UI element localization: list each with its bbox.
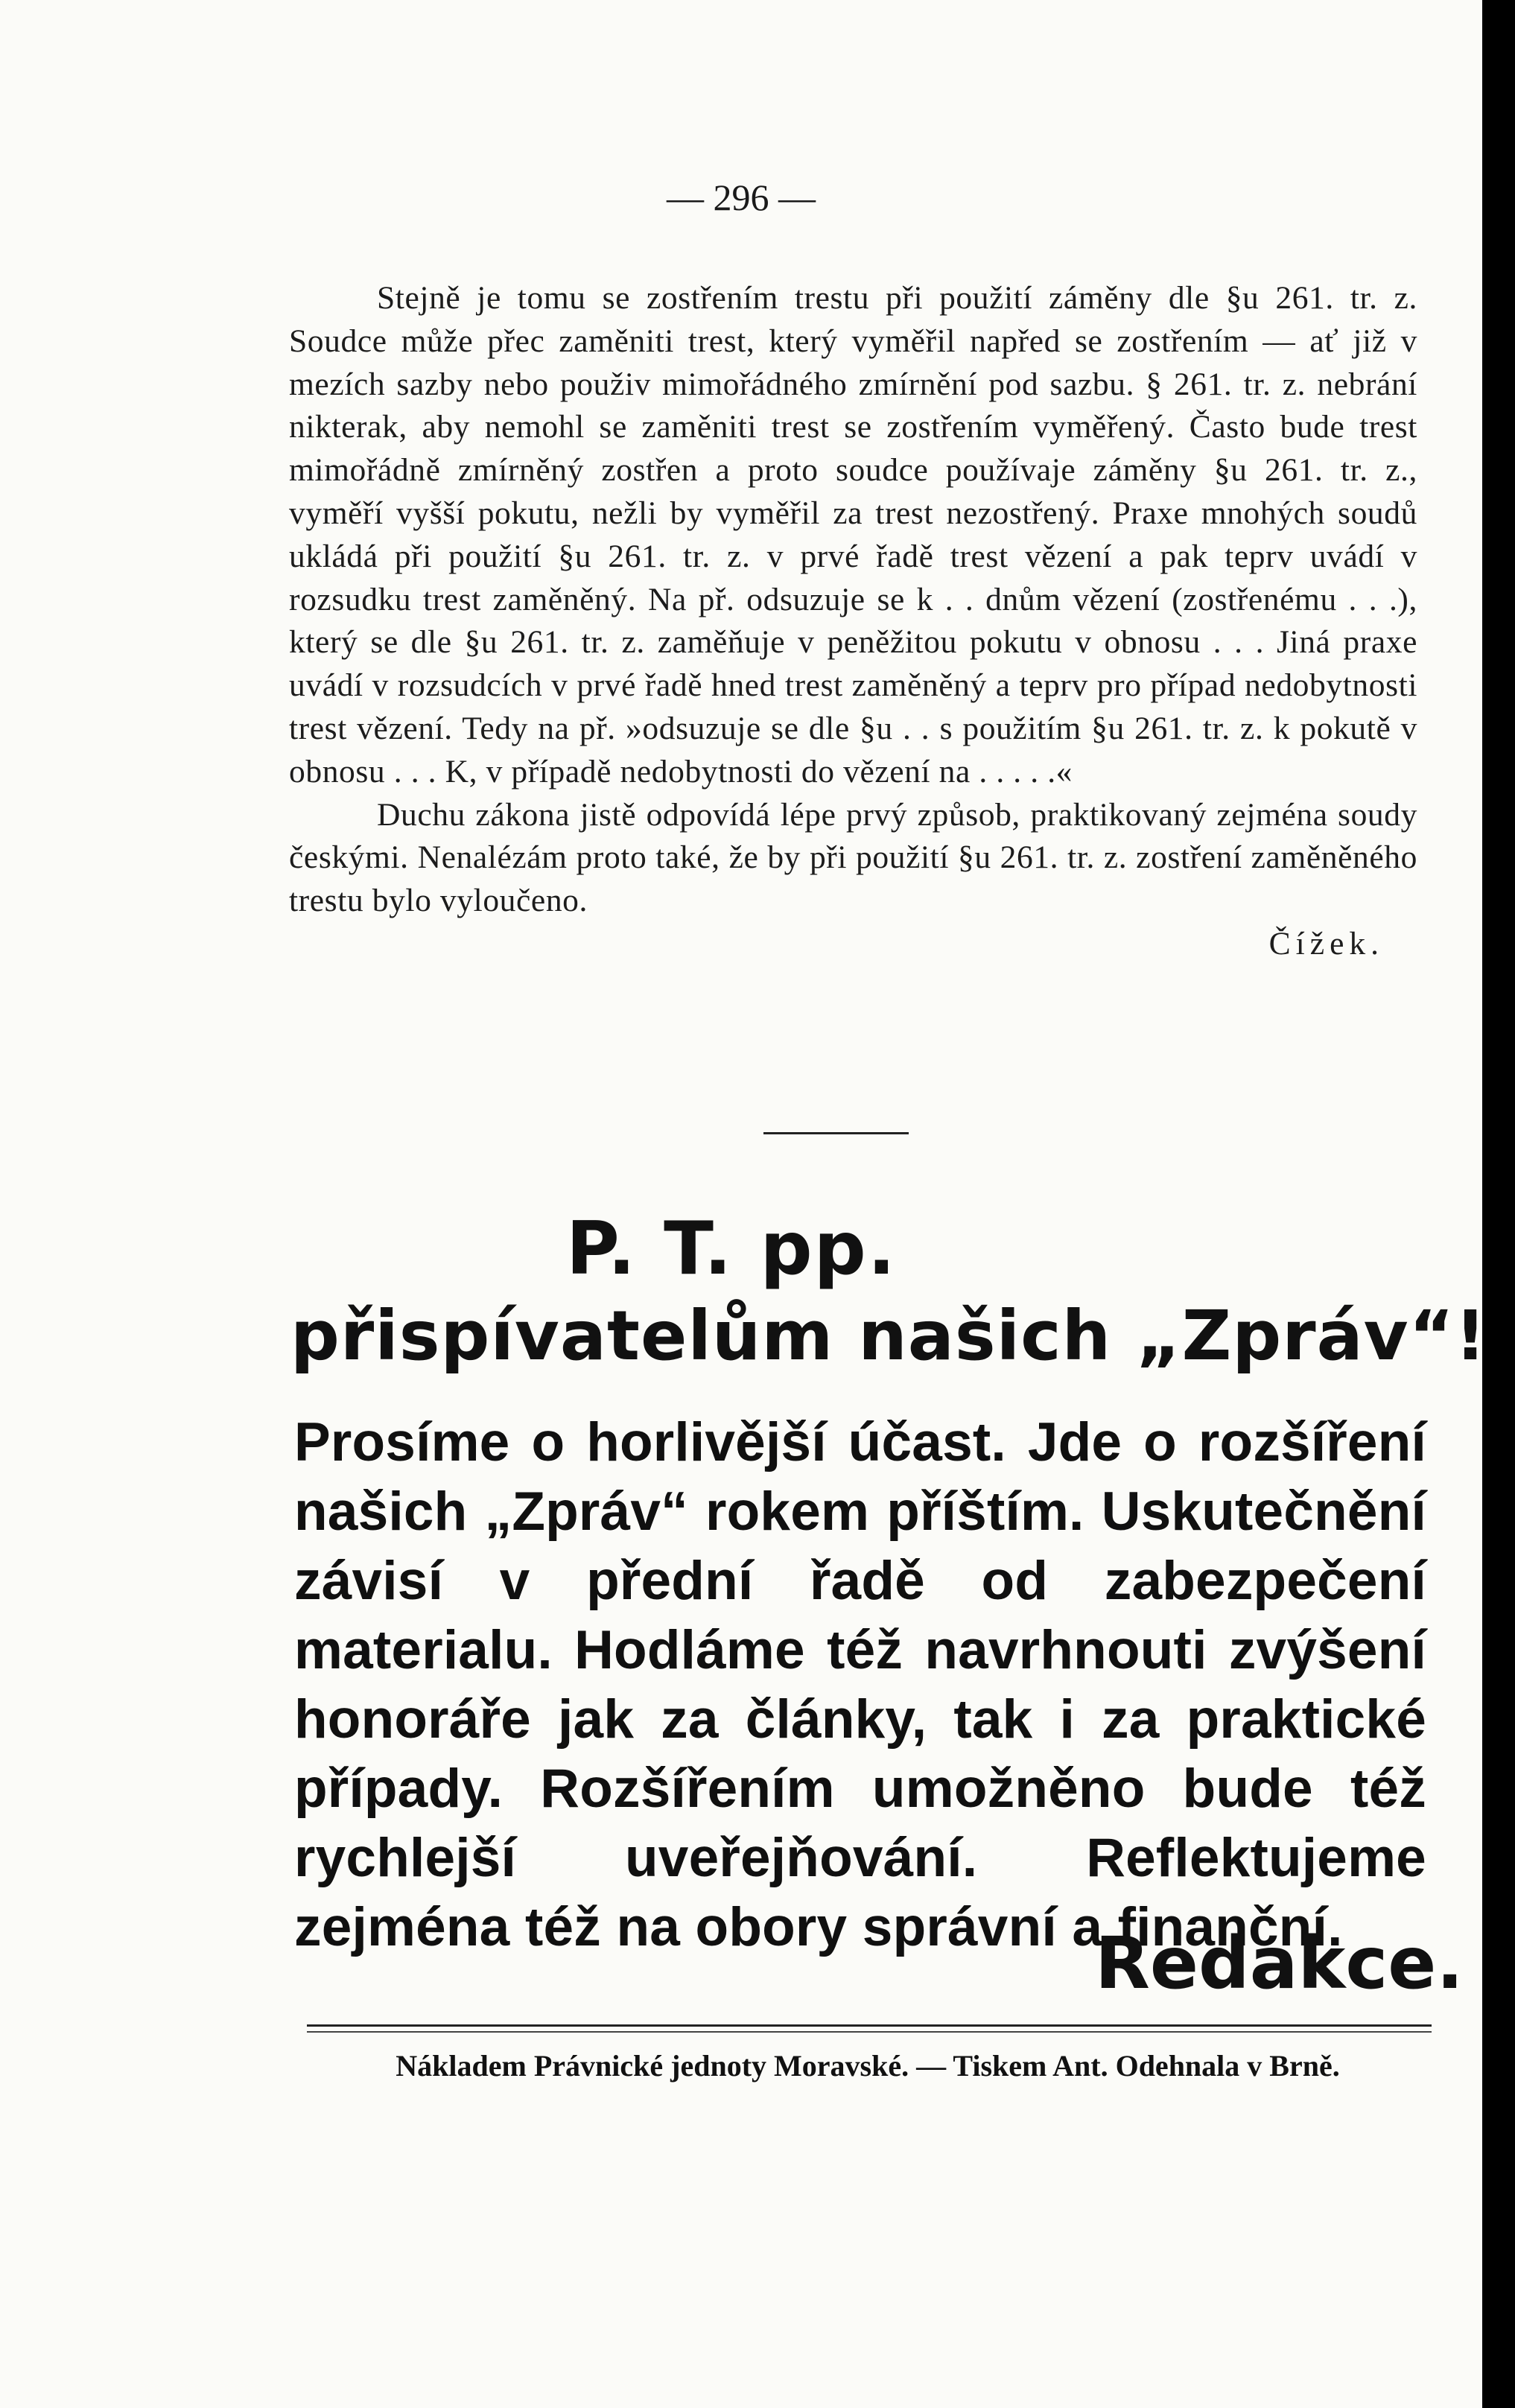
page-number: — 296 —: [667, 177, 816, 218]
notice-heading: přispívatelům našich „Zpráv“!: [290, 1296, 1487, 1376]
footer-rule-thin: [307, 2031, 1432, 2033]
article-body: [289, 277, 1417, 966]
notice-salutation: P. T. pp.: [566, 1207, 898, 1292]
article-paragraph: Duchu zákona jistě odpovídá lépe prvý způsob, praktikovaný zejména soudy českými. Nenalézám proto také, že by při použití §u 261. tr. z. zostření zaměněného trestu bylo vyloučeno.: [289, 796, 1417, 919]
article-author: Čížek.: [1268, 925, 1384, 962]
notice-body: Prosíme o horlivější účast. Jde o rozšíření našich „Zpráv“ rokem příštím. Uskutečnění závisí v přední řadě od zabezpečení materialu. Hodláme též navrhnouti zvýšení honoráře jak za články, tak i za praktické případy. Rozšířením umožněno bude též rychlejší uveřejňování. Reflektujeme zejména též na obory správní a finanční.: [294, 1412, 1426, 1957]
printer-imprint: Nákladem Právnické jednoty Moravské. — Tiskem Ant. Odehnala v Brně.: [396, 2049, 1340, 2083]
section-divider: [763, 1132, 909, 1134]
notice-signature: Redakce.: [1095, 1922, 1464, 2005]
article-paragraph: Stejně je tomu se zostřením trestu při použití záměny dle §u 261. tr. z. Soudce může přec zaměniti trest, který vyměřil napřed se zostřením — ať již v mezích sazby nebo použiv mimořádného zmírnění pod sazbu. § 261. tr. z. nebrání nikterak, aby nemohl se zaměniti trest se zostřením vyměřený. Často bude trest mimořádně zmírněný zostřen a proto soudce používaje záměny §u 261. tr. z., vyměří vyšší pokutu, nežli by vyměřil za trest nezostřený. Praxe mnohých soudů ukládá při použití §u 261. tr. z. v prvé řadě trest vězení a pak teprv uvádí v rozsudku trest zaměněný. Na př. odsuzuje se k . . dnům vězení (zostřenému . . .), který se dle §u 261. tr. z. zaměňuje v peněžitou pokutu v obnosu . . . Jiná praxe uvádí v rozsudcích v prvé řadě hned trest zaměněný a teprv pro případ nedobytnosti trest vězení. Tedy na př. »odsuzuje se dle §u . . s použitím §u 261. tr. z. k pokutě v obnosu . . . K, v případě nedobytnosti do vězení na . . . . .«: [289, 280, 1417, 790]
footer-rule: [307, 2024, 1432, 2027]
